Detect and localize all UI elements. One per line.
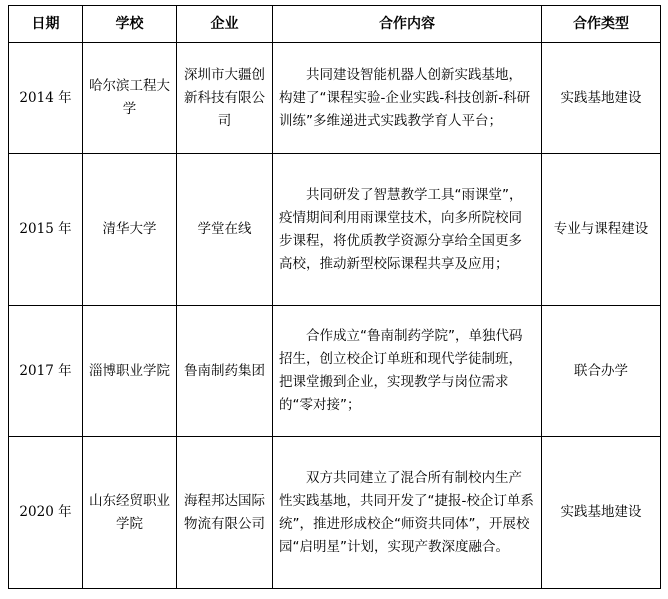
table-container [8,5,661,589]
header-content: 合作内容 [273,6,542,43]
cell-company: 鲁南制药集团 [177,306,273,437]
header-date: 日期 [9,6,83,43]
cooperation-table [8,5,661,589]
table-row [9,437,661,589]
header-company: 企业 [177,6,273,43]
table-row [9,43,661,154]
cell-school: 山东经贸职业学院 [83,437,177,589]
table-row [9,154,661,306]
header-school: 学校 [83,6,177,43]
cell-content: 共同研发了智慧教学工具“雨课堂”，疫情期间利用雨课堂技术，向多所院校同步课程，将优质教学资源分享给全国更多高校，推动新型校际课程共享及应用； [273,154,542,306]
cell-type: 联合办学 [542,306,661,437]
cell-school: 清华大学 [83,154,177,306]
cell-date: 2017 年 [9,306,83,437]
cell-type: 实践基地建设 [542,43,661,154]
cell-company: 深圳市大疆创新科技有限公司 [177,43,273,154]
cell-school: 淄博职业学院 [83,306,177,437]
header-row [9,6,661,43]
cell-school: 哈尔滨工程大学 [83,43,177,154]
cell-company: 海程邦达国际物流有限公司 [177,437,273,589]
cell-content: 双方共同建立了混合所有制校内生产性实践基地，共同开发了“捷报-校企订单系统”，推进形成校企“师资共同体”，开展校园“启明星”计划，实现产教深度融合。 [273,437,542,589]
cell-date: 2015 年 [9,154,83,306]
table-row [9,306,661,437]
cell-type: 专业与课程建设 [542,154,661,306]
cell-date: 2014 年 [9,43,83,154]
cell-date: 2020 年 [9,437,83,589]
cell-content: 合作成立“鲁南制药学院”，单独代码招生，创立校企订单班和现代学徒制班，把课堂搬到企业，实现教学与岗位需求的“零对接”； [273,306,542,437]
cell-content: 共同建设智能机器人创新实践基地，构建了“课程实验-企业实践-科技创新-科研训练”多维递进式实践教学育人平台； [273,43,542,154]
header-type: 合作类型 [542,6,661,43]
cell-company: 学堂在线 [177,154,273,306]
cell-type: 实践基地建设 [542,437,661,589]
